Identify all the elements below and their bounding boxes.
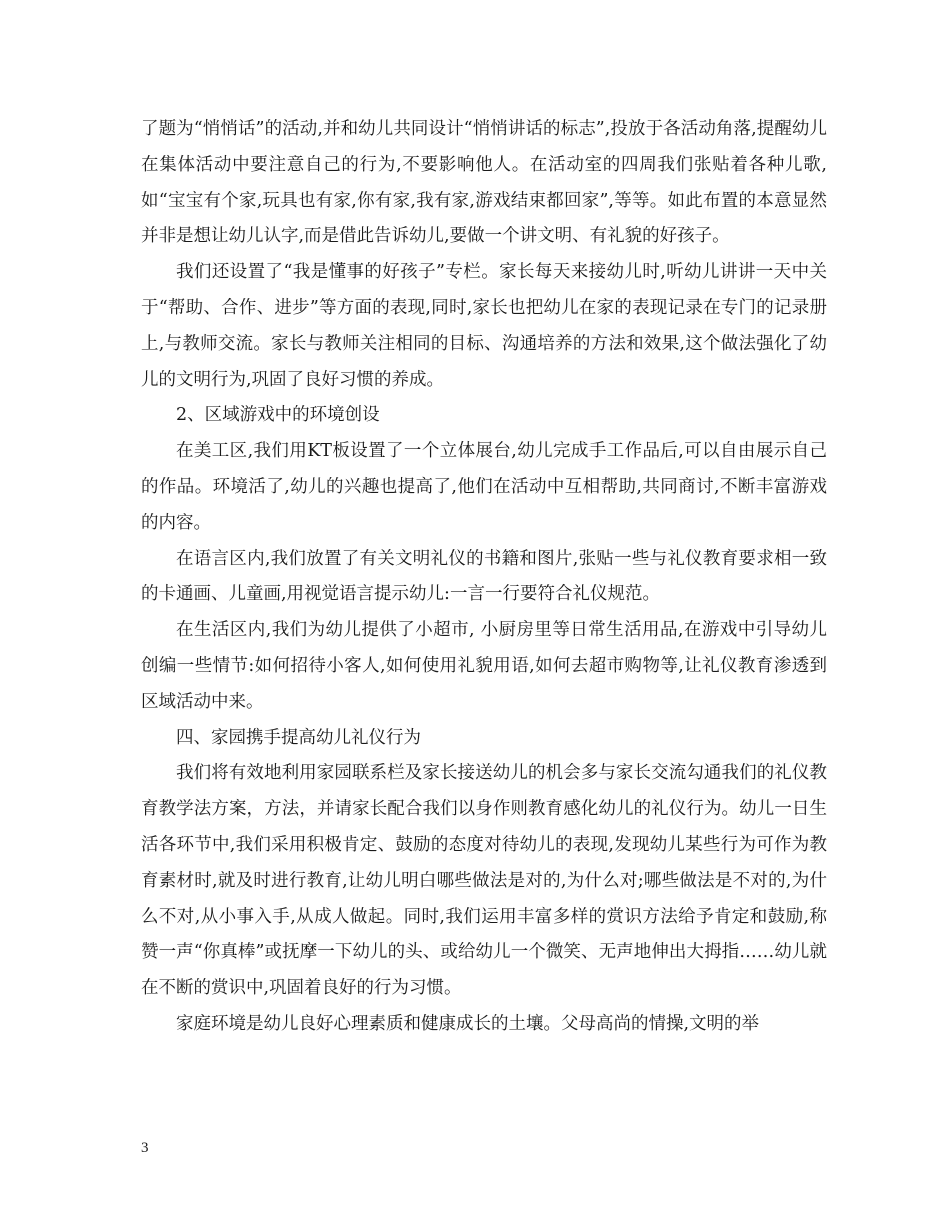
- body-text: [141, 112, 827, 1043]
- paragraph: 我们还设置了“我是懂事的好孩子”专栏。家长每天来接幼儿时,听幼儿讲讲一天中关于“帮助、合作、进步”等方面的表现,同时,家长也把幼儿在家的表现记录在专门的记录册上,与教师交流。家长与教师关注相同的目标、沟通培养的方法和效果,这个做法强化了幼儿的文明行为,巩固了良好习惯的养成。: [141, 262, 828, 390]
- paragraph: 在语言区内,我们放置了有关文明礼仪的书籍和图片,张贴一些与礼仪教育要求相一致的卡通画、儿童画,用视觉语言提示幼儿:一言一行要符合礼仪规范。: [141, 548, 827, 605]
- paragraph: 家庭环境是幼儿良好心理素质和健康成长的土壤。父母高尚的情操,文明的举: [176, 1013, 760, 1034]
- section-heading: 四、家园携手提高幼儿礼仪行为: [176, 727, 421, 748]
- paragraph: 我们将有效地利用家园联系栏及家长接送幼儿的机会多与家长交流勾通我们的礼仪教育教学法方案，方法，并请家长配合我们以身作则教育感化幼儿的礼仪行为。幼儿一日生活各环节中,我们采用积极肯定、鼓励的态度对待幼儿的表现,发现幼儿某些行为可作为教育素材时,就及时进行教育,让幼儿明白哪些做法是对的,为什么对;哪些做法是不对的,为什么不对,从小事入手,从成人做起。同时,我们运用丰富多样的赏识方法给予肯定和鼓励,称赞一声“你真棒”或抚摩一下幼儿的头、或给幼儿一个微笑、无声地伸出大拇指……幼儿就在不断的赏识中,巩固着良好的行为习惯。: [141, 763, 827, 999]
- section-heading: 2、区域游戏中的环境创设: [176, 405, 380, 426]
- paragraph: 在生活区内,我们为幼儿提供了小超市, 小厨房里等日常生活用品,在游戏中引导幼儿创编一些情节:如何招待小客人,如何使用礼貌用语,如何去超市购物等,让礼仪教育渗透到区域活动中来。: [141, 620, 827, 712]
- paragraph: 在美工区,我们用KT板设置了一个立体展台,幼儿完成手工作品后,可以自由展示自己的作品。环境活了,幼儿的兴趣也提高了,他们在活动中互相帮助,共同商讨,不断丰富游戏的内容。: [141, 441, 827, 533]
- paragraph-continuation: 了题为“悄悄话”的活动,并和幼儿共同设计“悄悄讲话的标志”,投放于各活动角落,提醒幼儿在集体活动中要注意自己的行为,不要影响他人。在活动室的四周我们张贴着各种儿歌,如“宝宝有个家,玩具也有家,你有家,我有家,游戏结束都回家”,等等。如此布置的本意显然并非是想让幼儿认字,而是借此告诉幼儿,要做一个讲文明、有礼貌的好孩子。: [141, 119, 827, 247]
- page-number: 3: [141, 1140, 149, 1156]
